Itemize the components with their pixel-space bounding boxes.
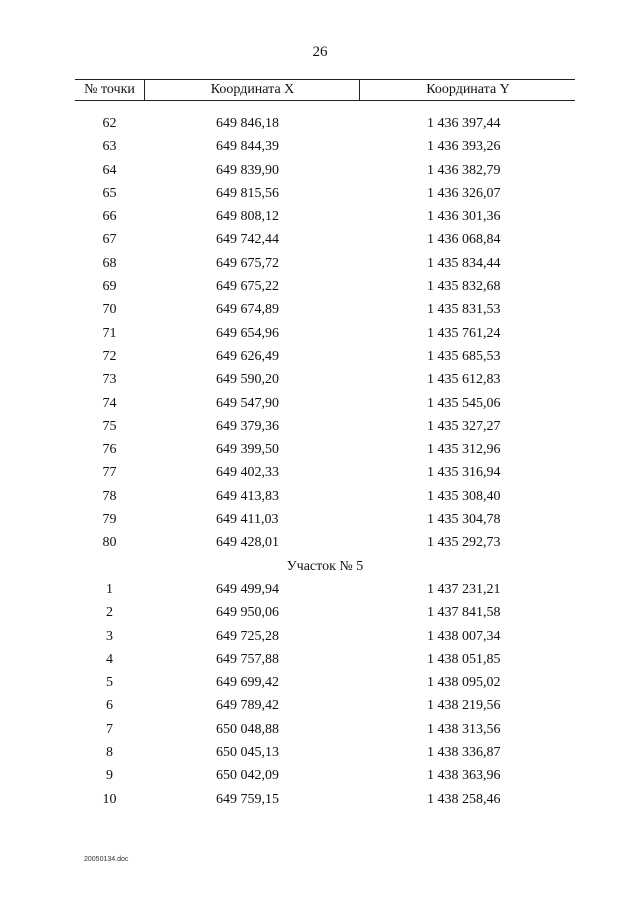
coordinate-x-cell: 649 428,01 bbox=[216, 535, 279, 551]
point-number-cell: 7 bbox=[106, 721, 113, 737]
point-number-cell: 1 bbox=[106, 581, 113, 597]
point-number-cell: 10 bbox=[102, 791, 117, 807]
point-number-cell: 65 bbox=[102, 185, 117, 201]
coordinate-x-cell: 649 675,72 bbox=[216, 255, 279, 271]
coordinate-x-cell: 649 590,20 bbox=[216, 372, 279, 388]
coordinate-y-cell: 1 435 761,24 bbox=[427, 325, 501, 341]
table-row bbox=[75, 649, 575, 672]
coordinate-y-cell: 1 436 326,07 bbox=[427, 185, 501, 201]
table-row bbox=[75, 160, 575, 183]
coordinate-x-cell: 649 950,06 bbox=[216, 605, 279, 621]
coordinate-x-cell: 649 399,50 bbox=[216, 442, 279, 458]
point-number-cell: 77 bbox=[102, 465, 117, 481]
point-number-cell: 80 bbox=[102, 535, 117, 551]
coordinate-y-cell: 1 435 327,27 bbox=[427, 418, 501, 434]
coordinate-y-cell: 1 438 258,46 bbox=[427, 791, 501, 807]
table-row bbox=[75, 672, 575, 695]
table-row bbox=[75, 299, 575, 322]
point-number-cell: 76 bbox=[102, 442, 117, 458]
point-number-cell: 73 bbox=[102, 372, 117, 388]
point-number-cell: 5 bbox=[106, 675, 113, 691]
table-row bbox=[75, 462, 575, 485]
coordinate-x-cell: 649 742,44 bbox=[216, 232, 279, 248]
coordinate-x-cell: 649 675,22 bbox=[216, 279, 279, 295]
page-number: 26 bbox=[312, 44, 328, 60]
coordinate-x-cell: 649 547,90 bbox=[216, 395, 279, 411]
coordinate-y-cell: 1 436 068,84 bbox=[427, 232, 501, 248]
point-number-cell: 62 bbox=[102, 116, 117, 131]
coordinate-y-cell: 1 436 393,26 bbox=[427, 139, 501, 155]
table-header bbox=[75, 79, 575, 101]
section-title bbox=[75, 556, 575, 579]
point-number-cell: 66 bbox=[102, 209, 117, 225]
point-number-cell: 67 bbox=[102, 232, 117, 248]
coordinate-y-cell: 1 435 316,94 bbox=[427, 465, 501, 481]
coordinate-y-cell: 1 435 292,73 bbox=[427, 535, 501, 551]
point-number-cell: 2 bbox=[106, 605, 113, 621]
point-number-cell: 78 bbox=[102, 488, 117, 504]
coordinate-x-cell: 649 626,49 bbox=[216, 348, 279, 364]
coordinate-x-cell: 649 413,83 bbox=[216, 488, 279, 504]
point-number-cell: 3 bbox=[106, 628, 113, 644]
point-number-cell: 74 bbox=[102, 395, 117, 411]
coordinate-x-cell: 649 846,18 bbox=[216, 116, 279, 131]
coordinate-x-cell: 649 789,42 bbox=[216, 698, 279, 714]
coordinate-x-cell: 650 048,88 bbox=[216, 721, 279, 737]
table-row bbox=[75, 579, 575, 602]
table-row bbox=[75, 253, 575, 276]
coordinate-x-cell: 650 042,09 bbox=[216, 768, 279, 784]
coordinate-x-cell: 649 808,12 bbox=[216, 209, 279, 225]
coordinate-x-cell: 649 839,90 bbox=[216, 162, 279, 178]
table-row bbox=[75, 439, 575, 462]
table-row bbox=[75, 136, 575, 159]
table-row bbox=[75, 532, 575, 555]
table-row bbox=[75, 509, 575, 532]
point-number-cell: 63 bbox=[102, 139, 117, 155]
coordinate-y-cell: 1 436 301,36 bbox=[427, 209, 501, 225]
coordinate-x-cell: 649 411,03 bbox=[216, 512, 279, 528]
table-row bbox=[75, 393, 575, 416]
coordinate-y-cell: 1 438 007,34 bbox=[427, 628, 501, 644]
point-number-cell: 68 bbox=[102, 255, 117, 271]
coordinate-x-cell: 649 699,42 bbox=[216, 675, 279, 691]
header-coordinate-y: Координата Y bbox=[426, 82, 510, 97]
coordinate-y-cell: 1 435 834,44 bbox=[427, 255, 501, 271]
coordinate-y-cell: 1 435 304,78 bbox=[427, 512, 501, 528]
coordinate-y-cell: 1 435 831,53 bbox=[427, 302, 501, 318]
point-number-cell: 75 bbox=[102, 418, 117, 434]
section-title-text: Участок № 5 bbox=[286, 558, 364, 574]
coordinate-x-cell: 649 379,36 bbox=[216, 418, 279, 434]
coordinate-y-cell: 1 435 612,83 bbox=[427, 372, 501, 388]
coordinate-y-cell: 1 438 219,56 bbox=[427, 698, 501, 714]
point-number-cell: 6 bbox=[106, 698, 113, 714]
table-row bbox=[75, 229, 575, 252]
header-point-number: № точки bbox=[84, 82, 135, 97]
header-coordinate-x: Координата X bbox=[210, 82, 295, 97]
coordinate-x-cell: 650 045,13 bbox=[216, 745, 279, 761]
coordinate-y-cell: 1 435 545,06 bbox=[427, 395, 501, 411]
footer-filename: 20050134.doc bbox=[84, 856, 129, 863]
coordinate-y-cell: 1 438 313,56 bbox=[427, 721, 501, 737]
coordinate-y-cell: 1 438 051,85 bbox=[427, 651, 501, 667]
coordinate-x-cell: 649 674,89 bbox=[216, 302, 279, 318]
coordinate-x-cell: 649 757,88 bbox=[216, 651, 279, 667]
coordinate-y-cell: 1 435 312,96 bbox=[427, 442, 501, 458]
table-row bbox=[75, 602, 575, 625]
coordinate-y-cell: 1 436 397,44 bbox=[427, 116, 501, 131]
point-number-cell: 70 bbox=[102, 302, 117, 318]
table-row bbox=[75, 486, 575, 509]
table-row bbox=[75, 183, 575, 206]
point-number-cell: 72 bbox=[102, 348, 117, 364]
coordinate-y-cell: 1 438 095,02 bbox=[427, 675, 501, 691]
coordinate-y-cell: 1 437 841,58 bbox=[427, 605, 501, 621]
table-row bbox=[75, 113, 575, 136]
point-number-cell: 79 bbox=[102, 512, 117, 528]
coordinate-y-cell: 1 435 685,53 bbox=[427, 348, 501, 364]
table-row bbox=[75, 369, 575, 392]
coordinate-x-cell: 649 844,39 bbox=[216, 139, 279, 155]
coordinate-y-cell: 1 438 336,87 bbox=[427, 745, 501, 761]
header-divider bbox=[359, 80, 360, 100]
table-row bbox=[75, 206, 575, 229]
point-number-cell: 9 bbox=[106, 768, 113, 784]
coordinate-x-cell: 649 499,94 bbox=[216, 581, 279, 597]
point-number-cell: 69 bbox=[102, 279, 117, 295]
coordinate-x-cell: 649 654,96 bbox=[216, 325, 279, 341]
table-row bbox=[75, 742, 575, 765]
table-row bbox=[75, 276, 575, 299]
coordinates-table-body bbox=[75, 113, 575, 812]
coordinate-y-cell: 1 435 832,68 bbox=[427, 279, 501, 295]
table-row bbox=[75, 416, 575, 439]
point-number-cell: 8 bbox=[106, 745, 113, 761]
point-number-cell: 71 bbox=[102, 325, 117, 341]
coordinate-y-cell: 1 438 363,96 bbox=[427, 768, 501, 784]
table-row bbox=[75, 626, 575, 649]
table-row bbox=[75, 719, 575, 742]
point-number-cell: 64 bbox=[102, 162, 117, 178]
coordinate-x-cell: 649 759,15 bbox=[216, 791, 279, 807]
header-divider bbox=[144, 80, 145, 100]
coordinate-x-cell: 649 815,56 bbox=[216, 185, 279, 201]
point-number-cell: 4 bbox=[106, 651, 113, 667]
coordinate-y-cell: 1 435 308,40 bbox=[427, 488, 501, 504]
coordinate-x-cell: 649 402,33 bbox=[216, 465, 279, 481]
coordinate-x-cell: 649 725,28 bbox=[216, 628, 279, 644]
table-row bbox=[75, 323, 575, 346]
table-row bbox=[75, 765, 575, 788]
table-row bbox=[75, 346, 575, 369]
table-row bbox=[75, 789, 575, 812]
coordinate-y-cell: 1 437 231,21 bbox=[427, 581, 501, 597]
table-row bbox=[75, 695, 575, 718]
coordinate-y-cell: 1 436 382,79 bbox=[427, 162, 501, 178]
